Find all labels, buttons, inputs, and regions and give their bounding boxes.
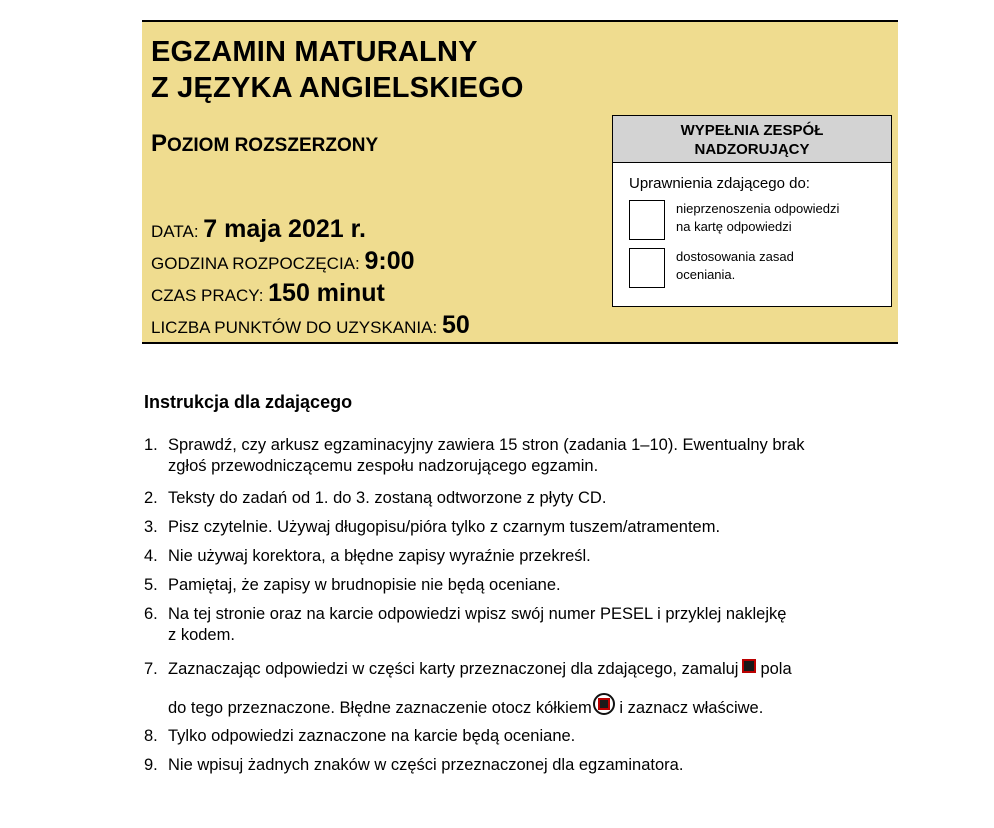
- item-text: Pisz czytelnie. Używaj długopisu/pióra tylko z czarnym tuszem/atramentem.: [168, 518, 721, 536]
- exam-title: [151, 34, 524, 106]
- option-1-label-line-1: nieprzenoszenia odpowiedzi: [676, 201, 840, 216]
- item-7-line-1-text: Zaznaczając odpowiedzi w części karty przeznaczonej dla zdającego, zamaluj: [168, 660, 739, 678]
- points-label: LICZBA PUNKTÓW DO UZYSKANIA:: [151, 318, 442, 337]
- item-number: 9.: [144, 756, 158, 774]
- option-2-label-line-1: dostosowania zasad: [676, 249, 794, 264]
- supervisor-heading: [613, 116, 891, 163]
- exam-header: [142, 20, 898, 344]
- item-number: 3.: [144, 518, 158, 536]
- item-number: 2.: [144, 489, 158, 507]
- item-7-line-2-end: i zaznacz właściwe.: [614, 699, 764, 717]
- item-number: 5.: [144, 576, 158, 594]
- instructions-title: Instrukcja dla zdającego: [144, 392, 353, 412]
- exam-date: [151, 215, 366, 243]
- option-1-label: [676, 200, 876, 236]
- item-text: Pamiętaj, że zapisy w brudnopisie nie będą oceniane.: [168, 576, 561, 594]
- level-rest: OZIOM ROZSZERZONY: [167, 135, 379, 156]
- supervisor-heading-line-1: WYPEŁNIA ZESPÓŁ: [680, 122, 824, 139]
- item-text: [168, 604, 786, 646]
- option-1-checkbox[interactable]: [629, 200, 665, 240]
- item-text: [168, 659, 792, 719]
- option-2-label-line-2: oceniania.: [676, 267, 736, 282]
- item-number: 4.: [144, 547, 158, 565]
- item-text: [168, 435, 804, 477]
- supervisor-heading-line-2: NADZORUJĄCY: [694, 141, 810, 158]
- start-value: 9:00: [364, 247, 415, 275]
- item-text: Tylko odpowiedzi zaznaczone na karcie będą oceniane.: [168, 727, 576, 745]
- option-2-checkbox[interactable]: [629, 248, 665, 288]
- item-text: Nie używaj korektora, a błędne zapisy wyraźnie przekreśl.: [168, 547, 591, 565]
- item-number: 1.: [144, 436, 158, 454]
- option-2-label: [676, 248, 876, 284]
- title-line-2: Z JĘZYKA ANGIELSKIEGO: [151, 72, 524, 104]
- item-text: Teksty do zadań od 1. do 3. zostaną odtworzone z płyty CD.: [168, 489, 607, 507]
- title-line-1: EGZAMIN MATURALNY: [151, 36, 478, 68]
- duration-value: 150 minut: [268, 279, 385, 307]
- item-number: 8.: [144, 727, 158, 745]
- supervisor-subtitle: Uprawnienia zdającego do:: [629, 175, 810, 192]
- item-text: Nie wpisuj żadnych znaków w części przeznaczonej dla egzaminatora.: [168, 756, 684, 774]
- item-1-line-1: Sprawdź, czy arkusz egzaminacyjny zawiera 15 stron (zadania 1–10). Ewentualny brak: [168, 436, 805, 454]
- item-7-line-1-end: pola: [760, 660, 792, 678]
- start-label: GODZINA ROZPOCZĘCIA:: [151, 254, 365, 273]
- item-7-line-2: [168, 693, 792, 719]
- exam-duration: [151, 279, 385, 307]
- date-label: DATA:: [151, 222, 204, 241]
- exam-level: [151, 130, 378, 158]
- duration-label: CZAS PRACY:: [151, 286, 269, 305]
- item-number: 7.: [144, 660, 158, 678]
- item-1-line-2: zgłoś przewodniczącemu zespołu nadzorującego egzamin.: [168, 457, 599, 475]
- exam-points: [151, 311, 470, 339]
- item-number: 6.: [144, 605, 158, 623]
- filled-square-icon: [742, 659, 756, 673]
- option-1-label-line-2: na kartę odpowiedzi: [676, 219, 792, 234]
- circled-square-icon: [593, 693, 615, 715]
- supervisor-box: [612, 115, 892, 307]
- item-6-line-2: z kodem.: [168, 626, 235, 644]
- date-value: 7 maja 2021 r.: [203, 215, 366, 243]
- item-7-line-1: [168, 659, 792, 693]
- points-value: 50: [441, 311, 470, 339]
- item-6-line-1: Na tej stronie oraz na karcie odpowiedzi wpisz swój numer PESEL i przyklej naklejkę: [168, 605, 787, 623]
- level-first-letter: P: [151, 130, 168, 157]
- exam-start-time: [151, 247, 415, 275]
- item-7-line-2-text: do tego przeznaczone. Błędne zaznaczenie otocz kółkiem: [168, 699, 592, 717]
